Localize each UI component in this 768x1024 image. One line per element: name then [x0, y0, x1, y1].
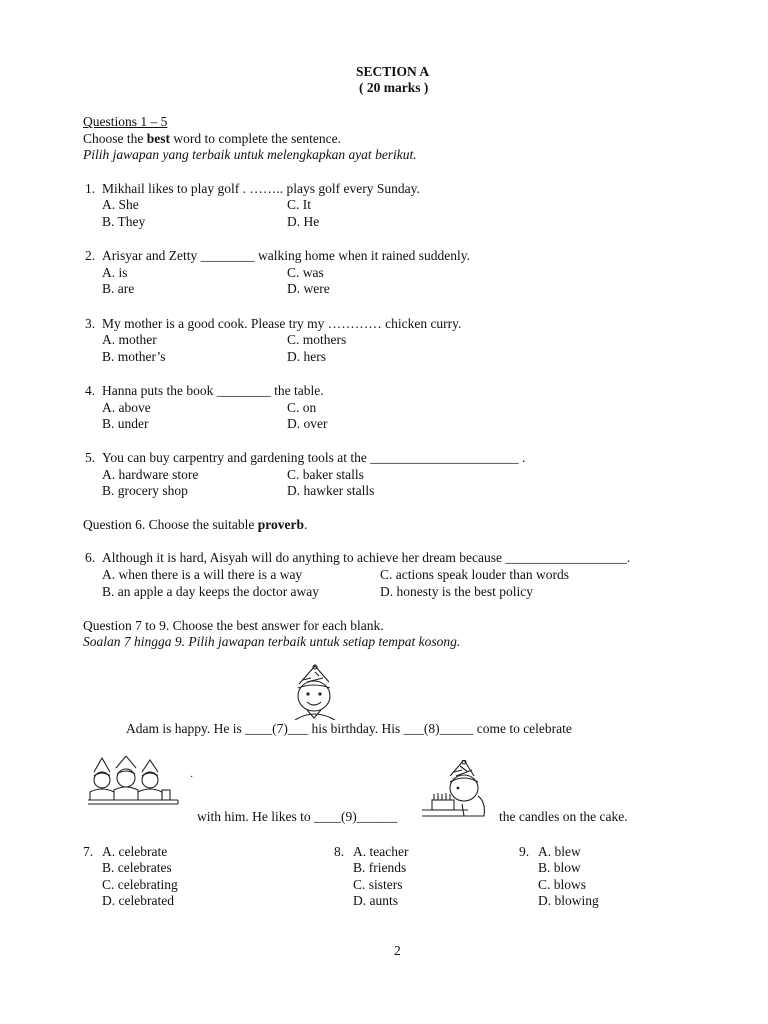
option-c: C. on [287, 400, 317, 415]
option-b: B. friends [353, 860, 407, 875]
option-a: A. celebrate [102, 844, 168, 859]
question-number: 1. [85, 181, 96, 196]
section-marks: ( 20 marks ) [359, 80, 429, 95]
page-number: 2 [394, 943, 401, 958]
question-number: 9. [519, 844, 530, 859]
option-b: B. under [102, 416, 149, 431]
question-number: 8. [334, 844, 345, 859]
option-d: D. aunts [353, 893, 398, 908]
question-number: 4. [85, 383, 96, 398]
option-a: A. teacher [353, 844, 409, 859]
question-text: Mikhail likes to play golf . …….. plays golf every Sunday. [102, 181, 420, 196]
option-a: A. above [102, 400, 151, 415]
option-c: C. mothers [287, 332, 347, 347]
story-line-1: Adam is happy. He is ____(7)___ his birthday. His ___(8)_____ come to celebrate [126, 721, 572, 736]
boy-with-cake-illustration [420, 760, 490, 820]
option-d: D. over [287, 416, 328, 431]
option-a: A. is [102, 265, 128, 280]
story-line-2b: the candles on the cake. [499, 809, 628, 824]
option-c: C. actions speak louder than words [380, 567, 569, 582]
question-number: 2. [85, 248, 96, 263]
option-a: A. when there is a will there is a way [102, 567, 303, 582]
option-b: B. They [102, 214, 146, 229]
question-text: My mother is a good cook. Please try my ………… chicken curry. [102, 316, 462, 331]
option-d: D. were [287, 281, 330, 296]
option-b: B. blow [538, 860, 581, 875]
option-c: C. blows [538, 877, 587, 892]
option-d: D. hawker stalls [287, 483, 375, 498]
questions-7-9-instruction: Question 7 to 9. Choose the best answer for each blank. [83, 618, 384, 633]
option-c: C. was [287, 265, 324, 280]
option-b: B. are [102, 281, 135, 296]
questions-7-9-instruction-malay: Soalan 7 hingga 9. Pilih jawapan terbaik untuk setiap tempat kosong. [83, 634, 461, 649]
option-b: B. grocery shop [102, 483, 188, 498]
option-c: C. It [287, 197, 312, 212]
decorative-dot: · [190, 772, 194, 783]
question-number: 6. [85, 550, 96, 565]
question-6-instruction: Question 6. Choose the suitable proverb. [83, 517, 308, 532]
option-d: D. hers [287, 349, 326, 364]
question-text: You can buy carpentry and gardening tools at the ______________________ . [102, 450, 526, 465]
question-number: 5. [85, 450, 96, 465]
option-c: C. baker stalls [287, 467, 364, 482]
story-line-2a: with him. He likes to ____(9)______ [197, 809, 398, 824]
question-text: Hanna puts the book ________ the table. [102, 383, 324, 398]
option-b: B. an apple a day keeps the doctor away [102, 584, 320, 599]
option-a: A. blew [538, 844, 581, 859]
question-number: 3. [85, 316, 96, 331]
option-b: B. celebrates [102, 860, 172, 875]
option-d: D. He [287, 214, 320, 229]
option-b: B. mother’s [102, 349, 166, 364]
question-text: Arisyar and Zetty ________ walking home when it rained suddenly. [102, 248, 471, 263]
option-d: D. celebrated [102, 893, 174, 908]
option-c: C. sisters [353, 877, 403, 892]
friends-illustration [86, 756, 182, 806]
option-d: D. blowing [538, 893, 599, 908]
question-number: 7. [83, 844, 94, 859]
adam-face-illustration [285, 664, 345, 720]
option-a: A. mother [102, 332, 157, 347]
option-a: A. She [102, 197, 139, 212]
option-c: C. celebrating [102, 877, 178, 892]
option-d: D. honesty is the best policy [380, 584, 533, 599]
option-a: A. hardware store [102, 467, 199, 482]
section-title: SECTION A [356, 64, 430, 79]
question-text: Although it is hard, Aisyah will do anything to achieve her dream because __________________. [102, 550, 631, 565]
instruction-english: Choose the best word to complete the sentence. [83, 131, 341, 146]
questions-1-5-label: Questions 1 – 5 [83, 114, 168, 129]
instruction-malay: Pilih jawapan yang terbaik untuk melengkapkan ayat berikut. [83, 147, 417, 162]
